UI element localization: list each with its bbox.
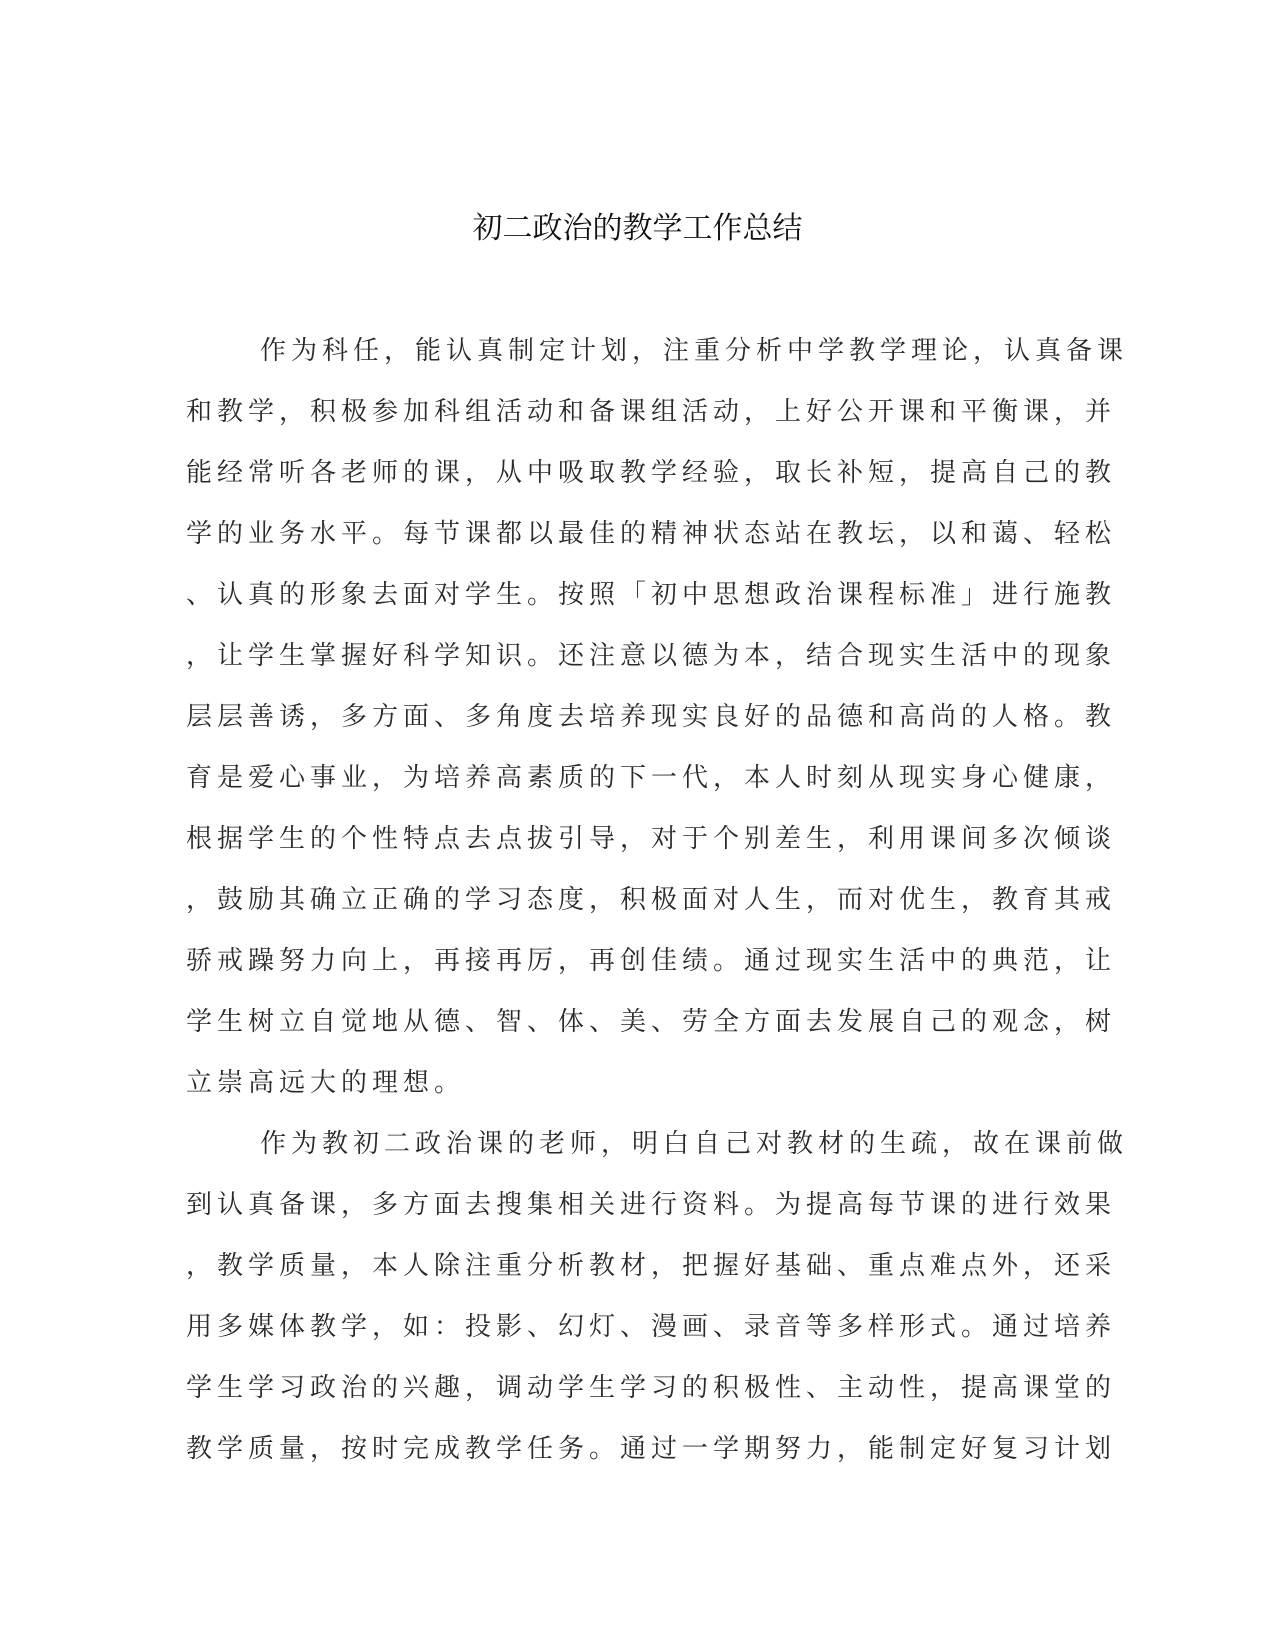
- paragraph-1-line: 学的业务水平。每节课都以最佳的精神状态站在教坛，以和蔼、轻松: [186, 519, 1117, 549]
- paragraph-1-line: 立崇高远大的理想。: [186, 1068, 466, 1098]
- paragraph-1-line: 根据学生的个性特点去点拔引导，对于个别差生，利用课间多次倾谈: [186, 824, 1117, 854]
- paragraph-2-line: 作为教初二政治课的老师，明白自己对教材的生疏，故在课前做: [260, 1129, 1129, 1159]
- document-title: 初二政治的教学工作总结: [472, 211, 803, 246]
- paragraph-2-line: 学生学习政治的兴趣，调动学生学习的积极性、主动性，提高课堂的: [186, 1373, 1117, 1403]
- paragraph-2-line: 教学质量，按时完成教学任务。通过一学期努力，能制定好复习计划: [186, 1434, 1117, 1464]
- paragraph-1-line: 层层善诱，多方面、多角度去培养现实良好的品德和高尚的人格。教: [186, 702, 1117, 732]
- paragraph-2-line: ，教学质量，本人除注重分析教材，把握好基础、重点难点外，还采: [186, 1251, 1117, 1281]
- paragraph-1-line: ，让学生掌握好科学知识。还注意以德为本，结合现实生活中的现象: [186, 641, 1117, 671]
- paragraph-1-line: 、认真的形象去面对学生。按照「初中思想政治课程标准」进行施教: [186, 580, 1117, 610]
- paragraph-2-line: 用多媒体教学，如：投影、幻灯、漫画、录音等多样形式。通过培养: [186, 1312, 1117, 1342]
- document-body: [186, 328, 1129, 1487]
- paragraph-1-line: 和教学，积极参加科组活动和备课组活动，上好公开课和平衡课，并: [186, 397, 1117, 427]
- paragraph-1-line: 学生树立自觉地从德、智、体、美、劳全方面去发展自己的观念，树: [186, 1007, 1117, 1037]
- paragraph-2-line: 到认真备课，多方面去搜集相关进行资料。为提高每节课的进行效果: [186, 1190, 1117, 1220]
- paragraph-1-line: 能经常听各老师的课，从中吸取教学经验，取长补短，提高自己的教: [186, 458, 1117, 488]
- paragraph-1-line: 骄戒躁努力向上，再接再厉，再创佳绩。通过现实生活中的典范，让: [186, 946, 1117, 976]
- paragraph-1-line: 育是爱心事业，为培养高素质的下一代，本人时刻从现实身心健康，: [186, 763, 1117, 793]
- paragraph-1-line: 作为科任，能认真制定计划，注重分析中学教学理论，认真备课: [260, 336, 1129, 366]
- paragraph-1-line: ，鼓励其确立正确的学习态度，积极面对人生，而对优生，教育其戒: [186, 885, 1117, 915]
